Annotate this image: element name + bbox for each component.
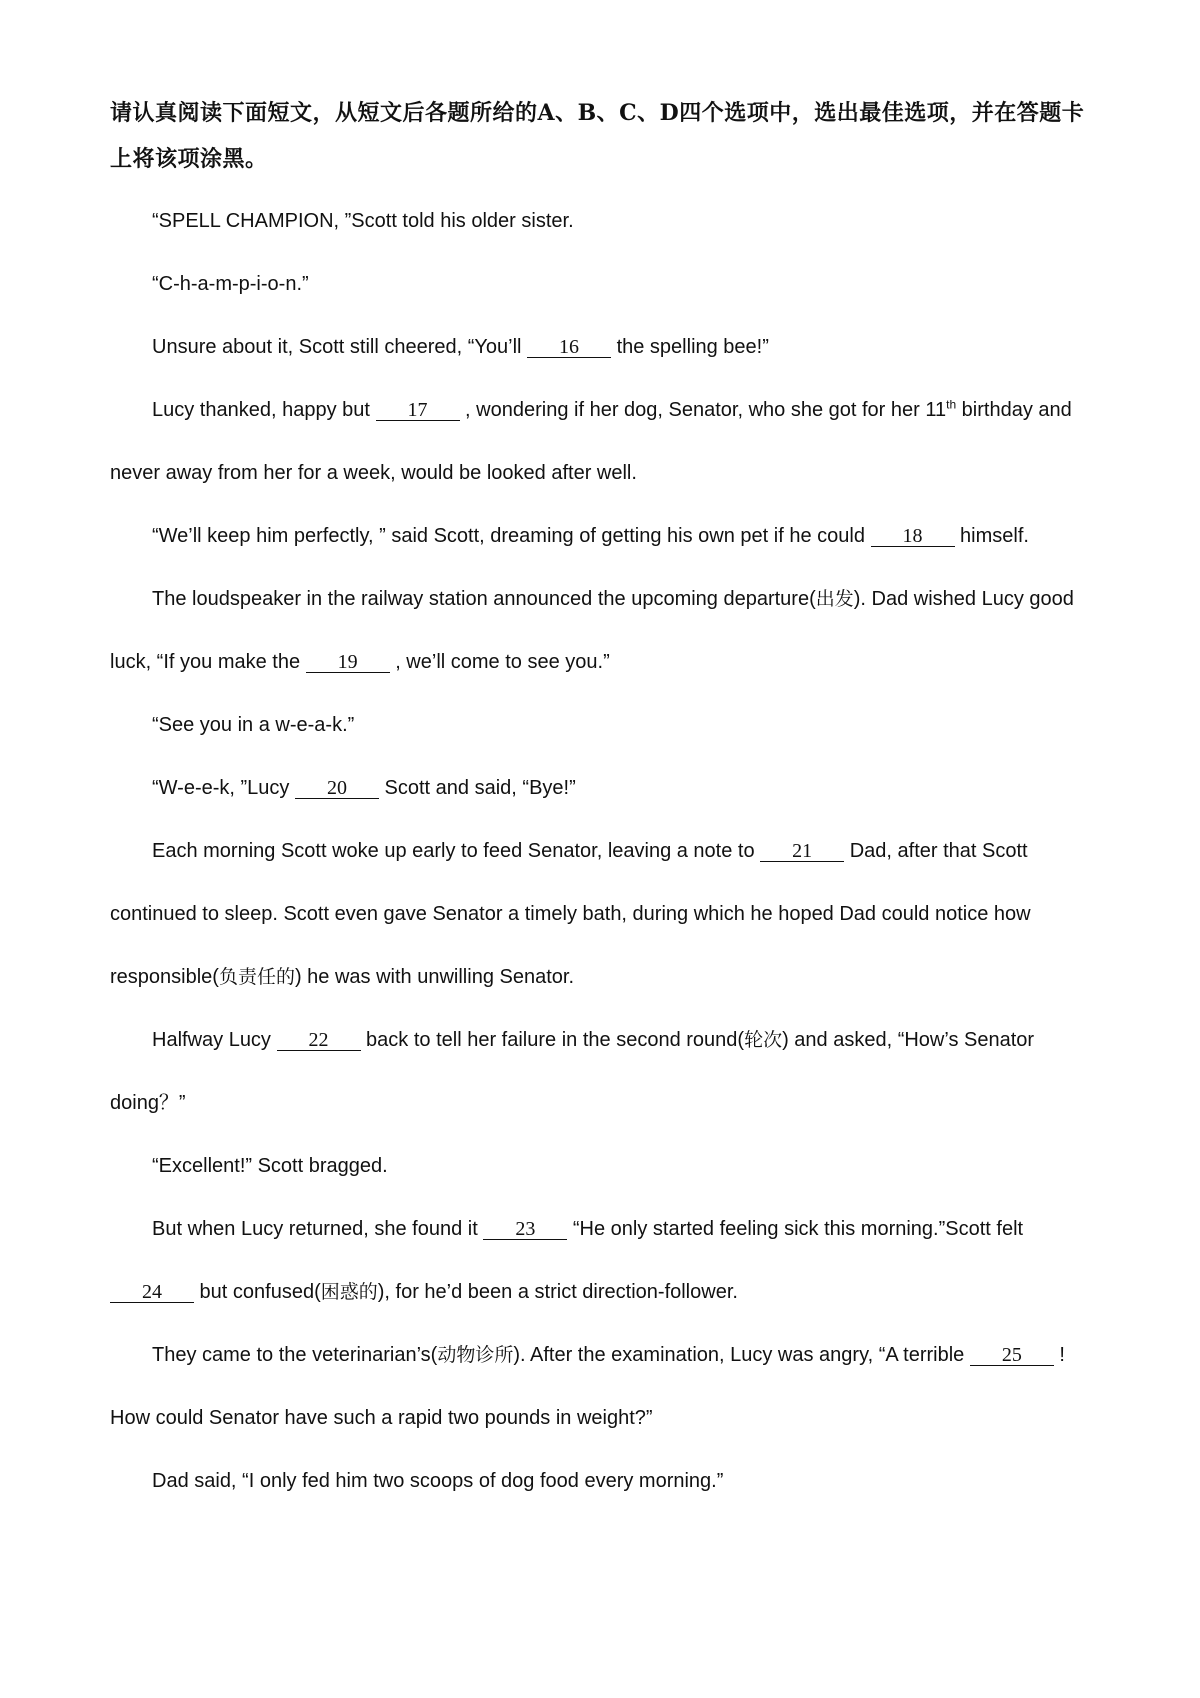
paragraph-4: Lucy thanked, happy but 17 , wondering if her dog, Senator, who she got for her 11th birthday and never away from her for a week, would be looked after well.	[110, 397, 1072, 484]
paragraph-13: They came to the veterinarian’s(动物诊所). After the examination, Lucy was angry, “A terrible 25 ! How could Senator have such a rapid two pounds in weight?”	[110, 1344, 1065, 1429]
paragraph-8: “W-e-e-k, ”Lucy 20 Scott and said, “Bye!”	[152, 777, 576, 799]
paragraph-3: Unsure about it, Scott still cheered, “You’ll 16 the spelling bee!”	[152, 336, 769, 358]
paragraph-10: Halfway Lucy 22 back to tell her failure in the second round(轮次) and asked, “How’s Senator doing？”	[110, 1029, 1035, 1114]
paragraph-1: “SPELL CHAMPION, ”Scott told his older sister.	[152, 210, 574, 232]
paragraph-12: But when Lucy returned, she found it 23 “He only started feeling sick this morning.”Scott felt 24 but confused(困惑的), for he’d been a strict direction-follower.	[110, 1198, 1102, 1324]
document-page	[110, 90, 1102, 1513]
paragraph-7: “See you in a w-e-a-k.”	[152, 714, 355, 736]
paragraph-14: Dad said, “I only fed him two scoops of dog food every morning.”	[152, 1470, 724, 1492]
instruction-heading: 请认真阅读下面短文，从短文后各题所给的A、B、C、D四个选项中，选出最佳选项，并在答题卡上将该项涂黑。	[110, 100, 1085, 172]
blank-21: 21	[760, 841, 844, 862]
blank-23: 23	[483, 1219, 567, 1240]
paragraph-5: “We’ll keep him perfectly, ” said Scott, dreaming of getting his own pet if he could 18 himself.	[152, 525, 1029, 547]
blank-19: 19	[306, 652, 390, 673]
blank-24: 24	[110, 1282, 194, 1303]
blank-22: 22	[277, 1030, 361, 1051]
paragraph-11: “Excellent!” Scott bragged.	[152, 1155, 388, 1177]
paragraph-2: “C-h-a-m-p-i-o-n.”	[152, 273, 309, 295]
blank-18: 18	[871, 526, 955, 547]
paragraph-6: The loudspeaker in the railway station announced the upcoming departure(出发). Dad wished Lucy good luck, “If you make the 19 , we’ll come to see you.”	[110, 588, 1074, 673]
blank-17: 17	[376, 400, 460, 421]
blank-25: 25	[970, 1345, 1054, 1366]
blank-16: 16	[527, 337, 611, 358]
blank-20: 20	[295, 778, 379, 799]
paragraph-9: Each morning Scott woke up early to feed Senator, leaving a note to 21 Dad, after that Scott continued to sleep. Scott even gave Senator a timely bath, during which he hoped Dad could notice how responsible(负责任的) he was with unwilling Senator.	[110, 840, 1031, 988]
